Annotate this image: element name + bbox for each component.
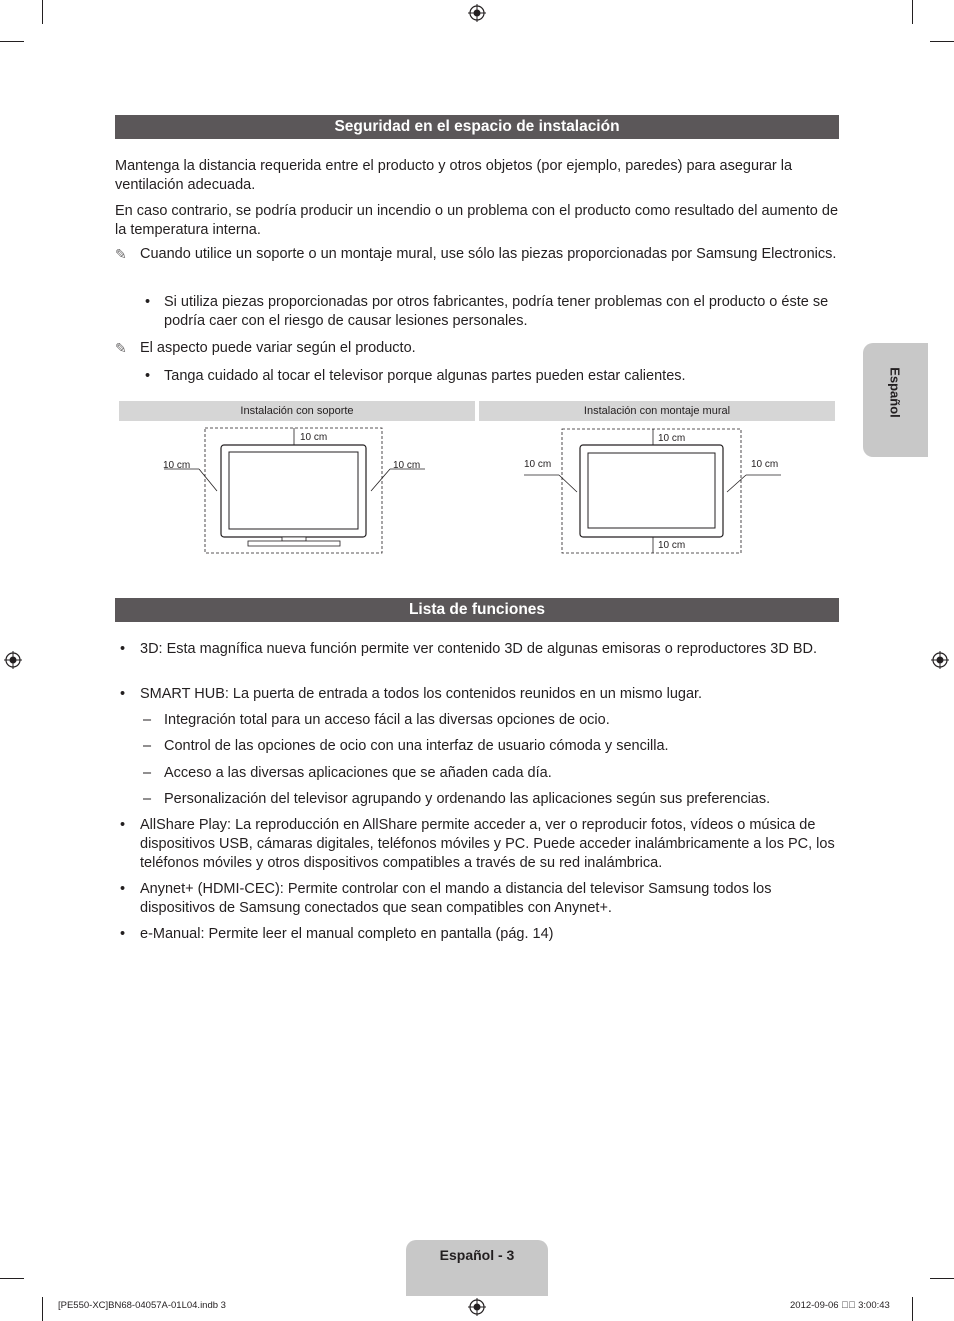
feature-description: : Permite controlar con el mando a distancia del televisor Samsung todos los dispositivos de Samsung conectados que sean compatibles con Anynet+. bbox=[140, 881, 772, 916]
clearance-label: 10 cm bbox=[393, 460, 421, 471]
sub-item: Acceso a las diversas aplicaciones que se añaden cada día. bbox=[164, 765, 552, 781]
feature-item-e-manual bbox=[140, 925, 840, 944]
feature-description: : La reproducción en AllShare permite acceder a, ver o reproducir fotos, vídeos o música de dispositivos USB, cámaras digitales, teléfonos móviles y PC. Puede acceder inalámbricamente a los PC, los teléfonos móviles y otros dispositivos compatibles a través de su red inalámbrica. bbox=[140, 817, 835, 871]
crop-mark bbox=[912, 1297, 913, 1321]
installation-clearance-diagram bbox=[119, 421, 835, 561]
bullet-icon: • bbox=[120, 817, 126, 833]
note-icon: ✎ bbox=[115, 340, 127, 356]
paragraph: Mantenga la distancia requerida entre el producto y otros objetos (por ejemplo, paredes) para asegurar la ventilación adecuada. bbox=[115, 158, 793, 193]
section-heading-safety: Seguridad en el espacio de instalación bbox=[115, 115, 839, 139]
bullet-text: Si utiliza piezas proporcionadas por otros fabricantes, podría tener problemas con el producto o éste se podría caer con el riesgo de causar lesiones personales. bbox=[164, 294, 829, 329]
bullet-icon: • bbox=[120, 881, 126, 897]
crop-mark bbox=[930, 1278, 954, 1279]
section-heading-features: Lista de funciones bbox=[115, 598, 839, 622]
bullet-icon: • bbox=[120, 686, 126, 702]
note-text: Cuando utilice un soporte o un montaje mural, use sólo las piezas proporcionadas por Samsung Electronics. bbox=[140, 246, 837, 262]
print-slug-file: [PE550-XC]BN68-04057A-01L04.indb 3 bbox=[58, 1300, 226, 1311]
note-icon: ✎ bbox=[115, 246, 127, 262]
sub-item: Control de las opciones de ocio con una interfaz de usuario cómoda y sencilla. bbox=[164, 738, 669, 754]
registration-mark-icon bbox=[468, 1298, 486, 1316]
figure-title-stand: Instalación con soporte bbox=[119, 401, 475, 421]
tv-on-stand-drawing bbox=[164, 428, 425, 553]
dash-icon: – bbox=[143, 738, 152, 754]
feature-item-smart-hub bbox=[140, 685, 840, 704]
paragraph: En caso contrario, se podría producir un incendio o un problema con el producto como resultado del aumento de la temperatura interna. bbox=[115, 203, 839, 238]
crop-mark bbox=[42, 1297, 43, 1321]
crop-mark bbox=[42, 0, 43, 24]
crop-mark bbox=[912, 0, 913, 24]
clearance-label: 10 cm bbox=[524, 459, 552, 470]
clearance-label: 10 cm bbox=[163, 460, 191, 471]
sub-item: Integración total para un acceso fácil a las diversas opciones de ocio. bbox=[164, 712, 610, 728]
dash-icon: – bbox=[143, 791, 152, 807]
crop-mark bbox=[930, 41, 954, 42]
registration-mark-icon bbox=[4, 651, 22, 669]
note-text: El aspecto puede variar según el producto. bbox=[140, 340, 416, 356]
registration-mark-icon bbox=[931, 651, 949, 669]
feature-item-3d bbox=[140, 640, 840, 659]
clearance-label: 10 cm bbox=[300, 432, 328, 443]
bullet-icon: • bbox=[120, 926, 126, 942]
crop-mark bbox=[0, 41, 24, 42]
feature-term: 3D bbox=[140, 641, 159, 657]
feature-term: e-Manual bbox=[140, 926, 201, 942]
bullet-icon: • bbox=[145, 294, 151, 310]
feature-term: Anynet+ (HDMI-CEC) bbox=[140, 881, 280, 897]
bullet-text: Tanga cuidado al tocar el televisor porque algunas partes pueden estar calientes. bbox=[164, 368, 686, 384]
clearance-label: 10 cm bbox=[751, 459, 779, 470]
tv-wall-mount-drawing bbox=[524, 429, 781, 553]
feature-term: AllShare Play bbox=[140, 817, 228, 833]
figure-title-wall-mount: Instalación con montaje mural bbox=[479, 401, 835, 421]
registration-mark-icon bbox=[468, 4, 486, 22]
sub-item: Personalización del televisor agrupando y ordenando las aplicaciones según sus preferencias. bbox=[164, 791, 771, 807]
clearance-label: 10 cm bbox=[658, 540, 686, 551]
language-side-tab-label: Español bbox=[887, 367, 903, 418]
feature-item-anynet bbox=[140, 880, 840, 918]
crop-mark bbox=[0, 1278, 24, 1279]
dash-icon: – bbox=[143, 765, 152, 781]
print-slug-date: 2012-09-06 ￿￿ 3:00:43 bbox=[790, 1300, 890, 1311]
bullet-icon: • bbox=[145, 368, 151, 384]
clearance-label: 10 cm bbox=[658, 433, 686, 444]
feature-item-allshare-play bbox=[140, 816, 840, 873]
feature-description: : Esta magnífica nueva función permite ver contenido 3D de algunas emisoras o reproductores 3D BD. bbox=[158, 641, 818, 657]
feature-description: : Permite leer el manual completo en pantalla (pág. 14) bbox=[200, 926, 554, 942]
page-number: Español - 3 bbox=[439, 1247, 515, 1263]
dash-icon: – bbox=[143, 712, 152, 728]
bullet-icon: • bbox=[120, 641, 126, 657]
feature-description: : La puerta de entrada a todos los contenidos reunidos en un mismo lugar. bbox=[224, 686, 703, 702]
feature-term: SMART HUB bbox=[140, 686, 225, 702]
